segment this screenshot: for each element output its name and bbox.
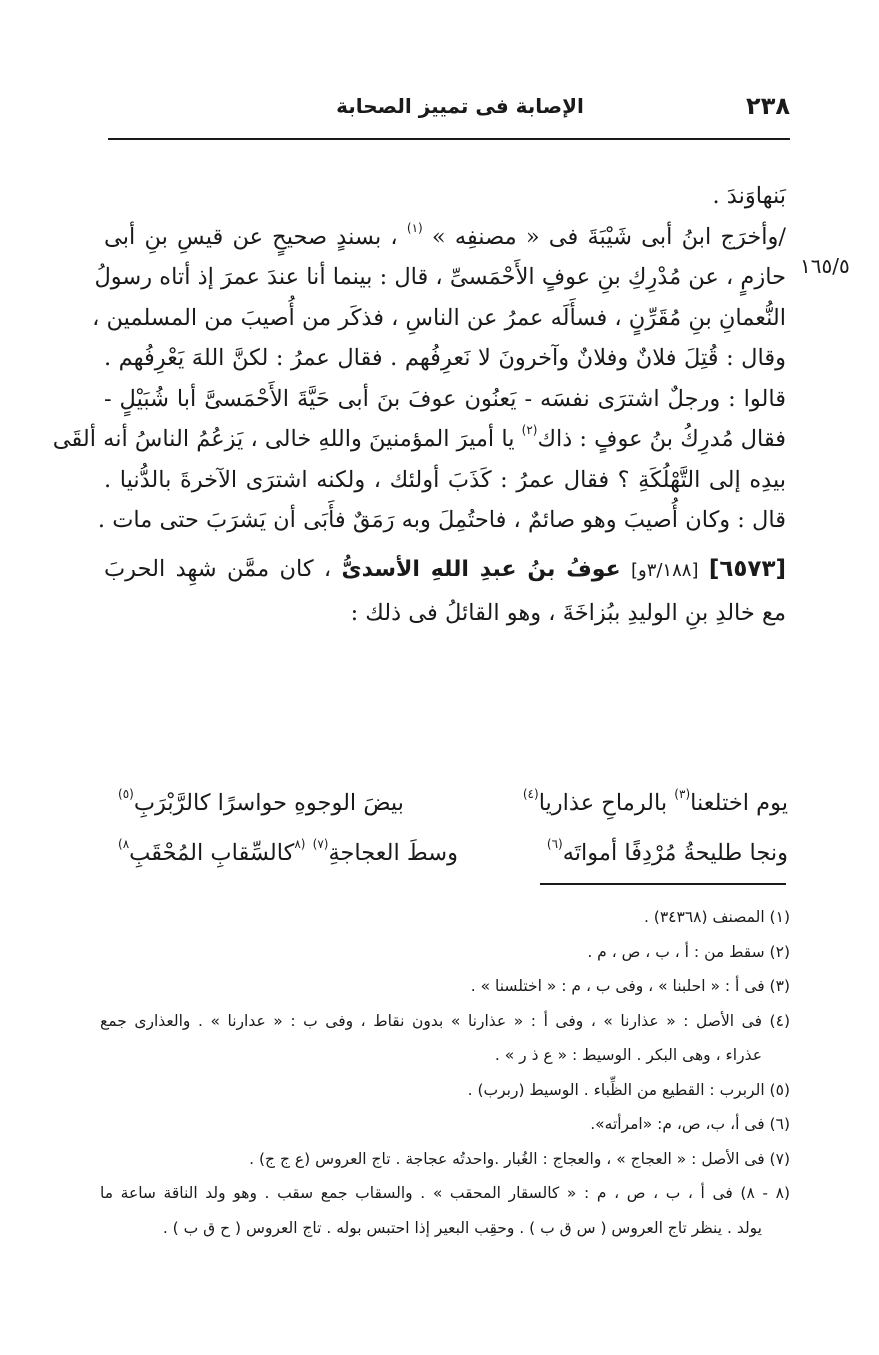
verse-line-2 <box>118 837 788 880</box>
margin-reference: ١٦٥/٥ <box>800 254 850 278</box>
footnote-2: (٢) سقط من : أ ، ب ، ص ، م . <box>587 942 790 961</box>
body-line-2-head: /وأخرَج ابنُ أبى شَيْبَةَ فى « مصنفِه » <box>431 223 786 250</box>
body-line-7-tail: يا أميرَ المؤمنينَ واللهِ خالى ، يَزعُمُ الناسُ أنه ألقَى <box>52 426 515 452</box>
footnotes <box>100 900 790 1245</box>
body-line-9: قال : وكان أُصيبَ وهو صائمٌ ، فاحتُمِلَ وبه رَمَقٌ فأَبَى أن يَشرَبَ حتى مات . <box>97 507 786 533</box>
body-line-2-tail: ، بسندٍ صحيحٍ عن قيسِ بنِ أبى <box>104 223 398 250</box>
body-line-7-head: فقال مُدرِكُ بنُ عوفٍ : ذاك <box>537 426 786 452</box>
entry-continuation: مع خالدِ بنِ الوليدِ ببُزاخَةَ ، وهو القائلُ فى ذلك : <box>350 599 786 626</box>
footnote-5: (٥) الربرب : القطيع من الظِّباء . الوسيط (ربرب) . <box>467 1080 790 1099</box>
footnote-marker-4[interactable]: (٤) <box>522 787 539 801</box>
body-line-2 <box>104 217 786 258</box>
verse-1-text-b: بالرماحِ عذاريا <box>538 790 668 816</box>
body-line-4: النُّعمانِ بنِ مُقَرِّنٍ ، فسأَلَه عمرُ عن الناسِ ، فذكَر من أُصيبَ من المسلمين ، <box>92 304 786 331</box>
footnote-8-continued: يولد . ينظر تاج العروس ( س ق ب ) . وحقِب البعير إذا احتبس بوله . تاج العروس ( ح ق ب ) . <box>162 1218 762 1237</box>
header-divider <box>108 138 790 140</box>
footnote-marker-3[interactable]: (٣) <box>674 787 691 801</box>
body-line-7 <box>52 419 786 460</box>
verse-1-second-hemistich <box>118 787 404 816</box>
footnote-marker-8-close[interactable]: ٨) <box>118 837 130 851</box>
footnote-1: (١) المصنف (٣٤٣٦٨) . <box>643 908 790 926</box>
verse-line-1 <box>118 787 788 830</box>
footnote-marker-5[interactable]: (٥) <box>118 787 134 801</box>
body-line-3: حازمٍ ، عن مُدْرِكِ بنِ عوفٍ الأَحْمَسىِّ ، قال : بينما أنا عندَ عمرَ إذ أتاه رسولُ <box>94 264 786 290</box>
verse-1-text-a: يوم اختلعنا <box>690 790 788 816</box>
footnote-4-continued: عذراء ، وهى البكر . الوسيط : « ع ذ ر » . <box>494 1046 762 1064</box>
verse-2-first-hemistich <box>546 837 788 866</box>
verse-2-text-b: وسطَ العجاجةِ <box>328 840 458 866</box>
verse-2-second-hemistich <box>118 837 458 866</box>
footnote-3: (٣) فى أ : « احلبنا » ، وفى ب ، م : « اختلسنا » . <box>470 977 790 995</box>
footnote-marker-8-open[interactable]: (٨ <box>294 837 306 851</box>
body-line-5: وقال : قُتِلَ فلانٌ وفلانٌ وآخرونَ لا نَعرِفُهم . فقال عمرُ : لكنَّ اللهَ يَعْرِفُهم . <box>104 345 786 371</box>
footnote-marker-1[interactable]: (١) <box>406 220 423 235</box>
entry-heading <box>104 549 786 593</box>
entry-name: عوفُ بنُ عبدِ اللهِ الأسدىُّ <box>341 556 621 582</box>
footnote-7: (٧) فى الأصل : « العجاج » ، والعجاج : الغُبار .واحدتُه عجاجة . تاج العروس (ع ج ج) . <box>249 1149 790 1168</box>
footnote-marker-7[interactable]: (٧) <box>312 837 329 851</box>
verse-2-text-c: كالسِّقابِ المُحْقَبِ <box>129 840 295 866</box>
entry-number: [٦٥٧٣] <box>708 555 786 582</box>
footnote-marker-6[interactable]: (٦) <box>546 837 563 851</box>
entry-heading-tail: ، كان ممَّن شهِد الحربَ <box>104 555 332 582</box>
body-line-6: قالوا : ورجلٌ اشترَى نفسَه - يَعنُون عوفَ بنَ أبى حَيَّةَ الأَحْمَسىَّ أبا شُبَيْلٍ - <box>104 385 786 412</box>
body-line-1: بَنهاوَندَ . <box>712 183 786 209</box>
entry-volume-reference: [٣/١٨٨و] <box>630 559 699 581</box>
page-number: ٢٣٨ <box>746 92 790 120</box>
footnote-divider <box>540 883 786 885</box>
body-line-8: بيدِه إلى التَّهْلُكَةِ ؟ فقال عمرُ : كَذَبَ أولئك ، ولكنه اشترَى الآخرةَ بالدُّنيا . <box>104 466 786 493</box>
footnote-marker-2[interactable]: (٢) <box>521 423 538 437</box>
footnote-8: (٨ - ٨) فى أ ، ب ، ص ، م : « كالسقار المحقب » . والسقاب جمع سقب . وهو ولد الناقة ساعة ما <box>100 1184 791 1202</box>
footnote-4: (٤) فى الأصل : « عذارنا » ، وفى أ : « عذارنا » بدون نقاط ، وفى ب : « عدارنا » . والعذارى جمع <box>100 1011 790 1030</box>
running-title: الإصابة فى تمييز الصحابة <box>336 94 584 118</box>
main-text <box>52 176 786 633</box>
footnote-6: (٦) فى أ، ب، ص، م: «امرأته». <box>590 1115 790 1133</box>
verse-1-text-c: بيضَ الوجوهِ حواسرًا كالرَّبْرَبِ <box>133 790 404 816</box>
running-header <box>130 92 790 126</box>
verse-1-first-hemistich <box>522 787 788 816</box>
verse-2-text-a: ونجا طليحةُ مُرْدِفًا أمواتَه <box>562 840 788 866</box>
